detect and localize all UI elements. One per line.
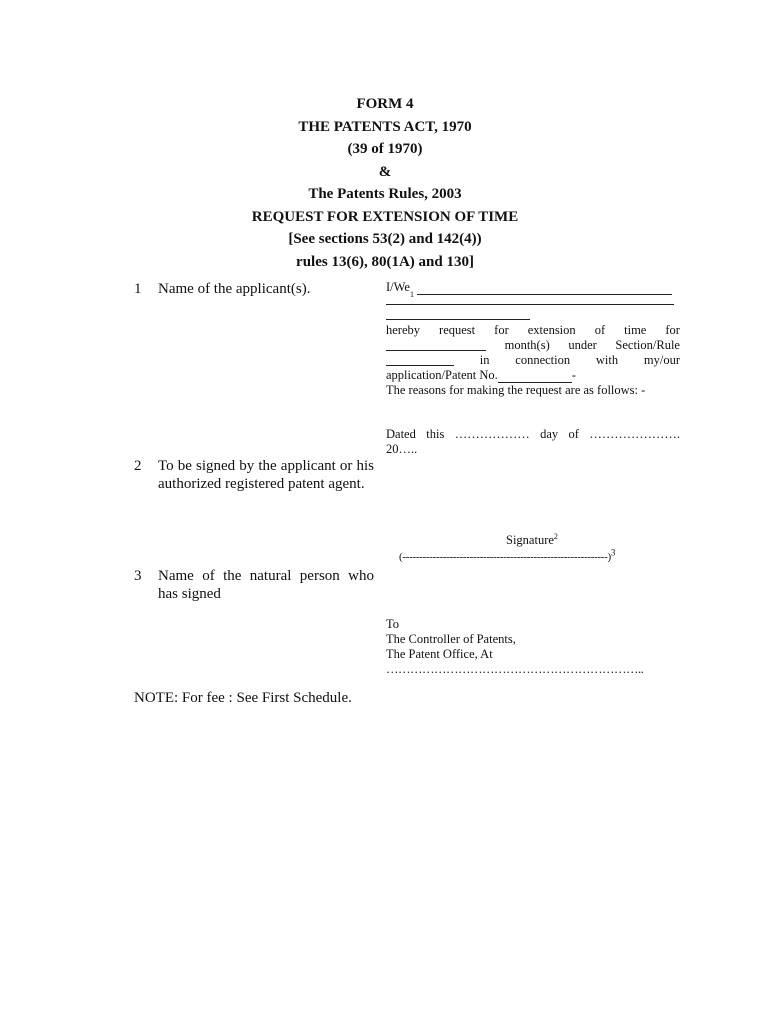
word: in	[479, 353, 490, 367]
word: Section/Rule	[615, 338, 680, 352]
iwe-label: I/We	[386, 280, 410, 294]
word: connection	[515, 353, 571, 367]
application-label: application/Patent No.	[386, 368, 498, 382]
item-label: Name of the applicant(s).	[158, 281, 311, 297]
item-signed-by	[134, 457, 374, 493]
application-dash: -	[571, 368, 576, 382]
office-location-field[interactable]: ………………………………………………………..	[386, 662, 644, 676]
form-title: REQUEST FOR EXTENSION OF TIME	[251, 208, 519, 225]
office-label: The Patent Office, At	[386, 647, 493, 661]
word: hereby	[386, 323, 421, 337]
months-field[interactable]	[386, 338, 486, 351]
footnote-marker: 3	[610, 547, 616, 558]
applicant-field-block: I/We 1	[386, 280, 681, 295]
act-title: THE PATENTS ACT, 1970	[298, 118, 472, 135]
word: under	[568, 338, 597, 352]
rules-title: The Patents Rules, 2003	[308, 186, 462, 202]
item-number: 1	[134, 281, 142, 297]
word: request	[439, 323, 476, 337]
act-number: (39 of 1970)	[347, 141, 423, 157]
item-number: 2	[134, 458, 142, 474]
date-month-field[interactable]: ………………….	[589, 427, 680, 441]
months-line	[386, 338, 680, 353]
word: day	[540, 427, 559, 441]
form-header	[0, 93, 770, 273]
date-year-field[interactable]: 20…..	[386, 442, 418, 456]
connection-line	[386, 353, 680, 368]
request-line	[386, 323, 680, 338]
word: Dated	[386, 427, 416, 441]
dated-line	[386, 427, 680, 442]
word: extension	[527, 323, 576, 337]
reasons-label: The reasons for making the request are as follows: -	[386, 383, 646, 397]
item-natural-person	[134, 567, 374, 603]
addressee-block	[386, 617, 681, 677]
word: for	[494, 323, 509, 337]
request-block	[386, 323, 681, 398]
footnote-marker: 2	[553, 531, 558, 541]
signature-block	[506, 533, 626, 548]
applicant-name-line[interactable]	[417, 282, 672, 295]
fee-note: NOTE: For fee : See First Schedule.	[134, 690, 352, 706]
application-line	[386, 368, 681, 383]
word: with	[595, 353, 619, 367]
word: time	[624, 323, 647, 337]
name-block	[399, 547, 699, 565]
item-label: To be signed by the applicant or his authorized registered patent agent.	[158, 458, 374, 492]
dated-block	[386, 427, 681, 457]
rules-reference: rules 13(6), 80(1A) and 130]	[296, 253, 474, 270]
application-number-field[interactable]	[498, 370, 572, 383]
signatory-name-field[interactable]: (-------------------------------------------------------------)	[399, 551, 611, 563]
date-day-field[interactable]: ………………	[454, 427, 530, 441]
applicant-name-line-2[interactable]	[386, 304, 674, 305]
item-applicant-name	[134, 280, 374, 298]
word: of	[594, 323, 606, 337]
word: month(s)	[504, 338, 550, 352]
ampersand: &	[378, 163, 392, 180]
word: of	[568, 427, 579, 441]
applicant-name-line-3[interactable]	[386, 319, 530, 320]
word: for	[665, 323, 680, 337]
sections-reference: [See sections 53(2) and 142(4))	[288, 231, 482, 247]
to-label: To	[386, 617, 400, 631]
word: this	[426, 427, 445, 441]
controller-label: The Controller of Patents,	[386, 632, 516, 646]
item-number: 3	[134, 568, 142, 584]
section-rule-field[interactable]	[386, 353, 454, 366]
form-number: FORM 4	[356, 96, 414, 112]
word: my/our	[643, 353, 680, 367]
signature-label: Signature	[506, 533, 554, 547]
item-label: Name of the natural person who has signed	[158, 568, 374, 602]
